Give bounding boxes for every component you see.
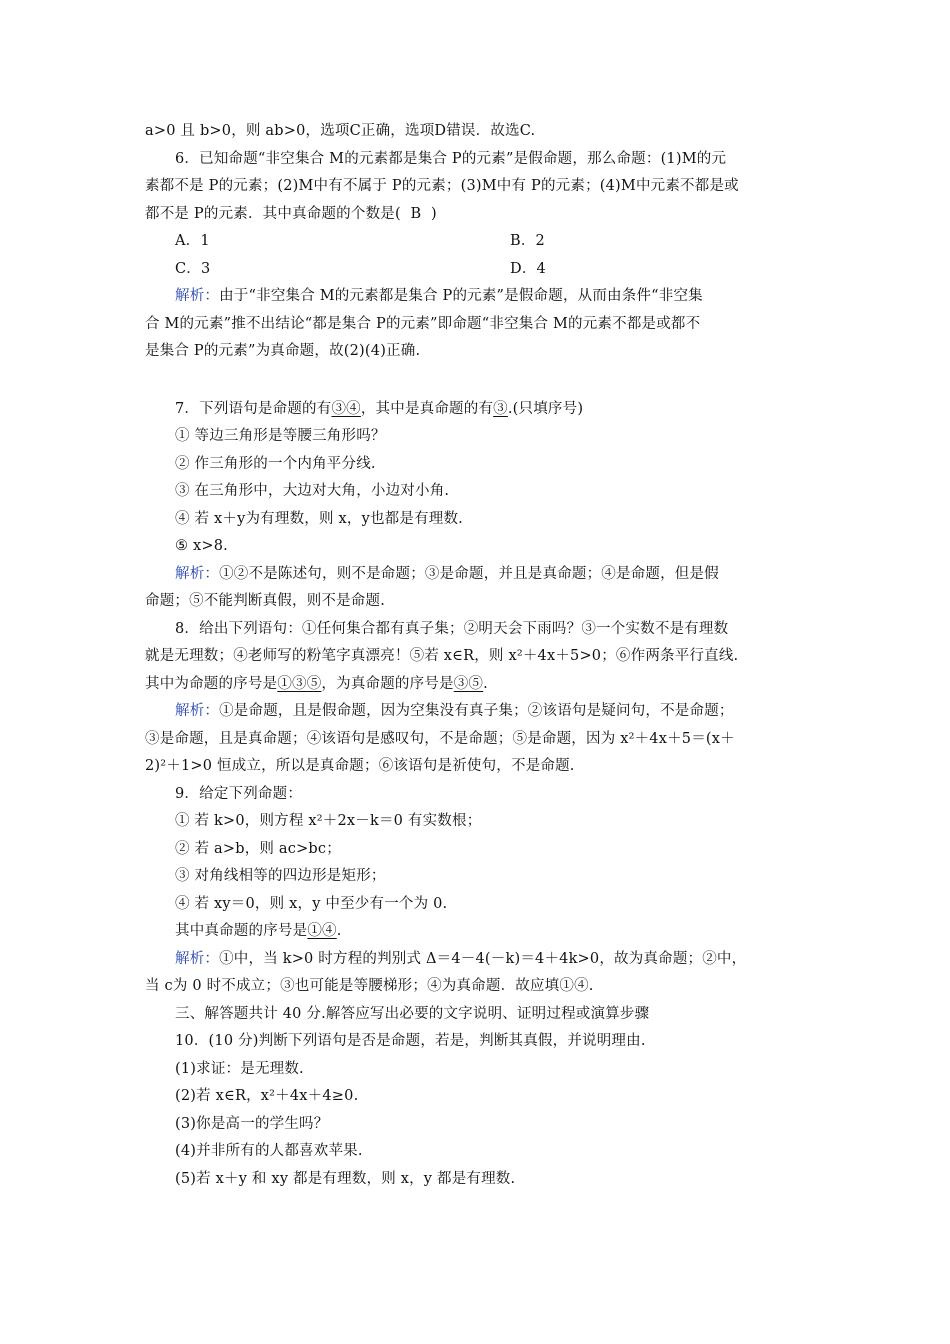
option-b: B．2 bbox=[510, 233, 545, 249]
section-heading: 三、解答题共计 40 分.解答应写出必要的文字说明、证明过程或演算步骤 bbox=[175, 1005, 650, 1022]
list-item: (5)若 x＋y 和 xy 都是有理数，则 x，y 都是有理数. bbox=[175, 1170, 516, 1187]
solution-6-line-2: 合 M的元素”推不出结论“都是集合 P的元素”即命题“非空集合 M的元素不都是或都不 bbox=[145, 315, 701, 332]
list-item: ③ 在三角形中，大边对大角，小边对小角. bbox=[175, 483, 450, 499]
list-item: ⑤ x>8. bbox=[175, 538, 228, 554]
question-10: 10．(10 分)判断下列语句是否是命题，若是，判断其真假，并说明理由. bbox=[175, 1033, 646, 1049]
fill-answer: ①④ bbox=[307, 923, 337, 939]
list-item: ① 等边三角形是等腰三角形吗？ bbox=[175, 428, 386, 444]
fill-answer: ③⑤ bbox=[453, 675, 484, 692]
solution-9-line-2: 当 c为 0 时不成立；③也可能是等腰梯形；④为真命题．故应填①④. bbox=[145, 978, 594, 994]
solution-8-line-1: 解析：①是命题，且是假命题，因为空集没有真子集；②该语句是疑问句，不是命题； bbox=[175, 703, 734, 719]
list-item: ② 若 a>b，则 ac>bc； bbox=[175, 840, 341, 857]
solution-label: 解析： bbox=[175, 565, 220, 582]
solution-8-line-3: 2)²＋1>0 恒成立，所以是真命题；⑥该语句是祈使句，不是命题. bbox=[145, 758, 575, 774]
question-6-line-3: 都不是 P的元素．其中真命题的个数是( B ) bbox=[145, 205, 437, 222]
solution-6-line-3: 是集合 P的元素”为真命题，故(2)(4)正确. bbox=[145, 343, 421, 359]
fill-answer: ③ bbox=[493, 400, 508, 417]
text-line bbox=[145, 118, 810, 146]
question-8-line-2: 就是无理数；④老师写的粉笔字真漂亮！⑤若 x∈R，则 x²＋4x＋5>0；⑥作两条平行直线. bbox=[145, 648, 739, 664]
question-6-options-row-1 bbox=[145, 228, 810, 256]
option-c: C．3 bbox=[175, 260, 211, 277]
solution-7-line-2: 命题；⑤不能判断真假，则不是命题. bbox=[145, 593, 386, 609]
list-item: (4)并非所有的人都喜欢苹果. bbox=[175, 1143, 363, 1159]
document-body bbox=[145, 118, 810, 1193]
list-item: (2)若 x∈R，x²＋4x＋4≥0. bbox=[175, 1088, 359, 1104]
list-item: ④ 若 xy＝0，则 x，y 中至少有一个为 0. bbox=[175, 895, 448, 912]
list-item: ① 若 k>0，则方程 x²＋2x－k＝0 有实数根； bbox=[175, 813, 482, 829]
question-7: 7．下列语句是命题的有③④，其中是真命题的有③.(只填序号) bbox=[175, 400, 584, 417]
question-8-line-1: 8．给出下列语句：①任何集合都有真子集；②明天会下雨吗？③一个实数不是有理数 bbox=[175, 620, 729, 637]
list-item: ② 作三角形的一个内角平分线. bbox=[175, 455, 376, 472]
fill-answer: ③④ bbox=[331, 400, 361, 417]
solution-8-line-2: ③是命题，且是真命题；④该语句是感叹句，不是命题；⑤是命题，因为 x²＋4x＋5＝(x＋ bbox=[145, 730, 735, 747]
question-9-result: 其中真命题的序号是①④. bbox=[175, 923, 342, 939]
solution-continuation: a>0 且 b>0，则 ab>0，选项C正确，选项D错误．故选C. bbox=[145, 123, 536, 139]
solution-7-line-1: 解析：①②不是陈述句，则不是命题；③是命题，并且是真命题；④是命题，但是假 bbox=[175, 565, 719, 582]
option-d: D．4 bbox=[510, 260, 546, 277]
spacer bbox=[145, 366, 810, 396]
list-item: (3)你是高一的学生吗？ bbox=[175, 1115, 329, 1132]
solution-label: 解析： bbox=[175, 703, 220, 719]
question-6-options-row-2 bbox=[145, 256, 810, 284]
question-9: 9．给定下列命题： bbox=[175, 785, 303, 802]
list-item: (1)求证：是无理数. bbox=[175, 1060, 304, 1077]
solution-label: 解析： bbox=[175, 288, 220, 304]
question-6-line-1: 6．已知命题“非空集合 M的元素都是集合 P的元素”是假命题，那么命题：(1)M的元 bbox=[175, 150, 727, 167]
option-a: A．1 bbox=[175, 233, 210, 249]
solution-label: 解析： bbox=[175, 950, 220, 967]
list-item: ③ 对角线相等的四边形是矩形； bbox=[175, 868, 386, 884]
solution-9-line-1: 解析：①中，当 k>0 时方程的判别式 Δ＝4－4(－k)＝4＋4k>0，故为真命题；②中， bbox=[175, 950, 747, 967]
solution-6-line-1: 解析：由于“非空集合 M的元素都是集合 P的元素”是假命题，从而由条件“非空集 bbox=[175, 288, 703, 304]
question-6-line-2: 素都不是 P的元素；(2)M中有不属于 P的元素；(3)M中有 P的元素；(4)M中元素不都是或 bbox=[145, 178, 739, 194]
answer-choice: B bbox=[410, 205, 422, 222]
fill-answer: ①③⑤ bbox=[277, 675, 322, 692]
question-8-line-3: 其中为命题的序号是①③⑤，为真命题的序号是③⑤. bbox=[145, 675, 488, 692]
list-item: ④ 若 x＋y为有理数，则 x，y也都是有理数. bbox=[175, 510, 463, 527]
